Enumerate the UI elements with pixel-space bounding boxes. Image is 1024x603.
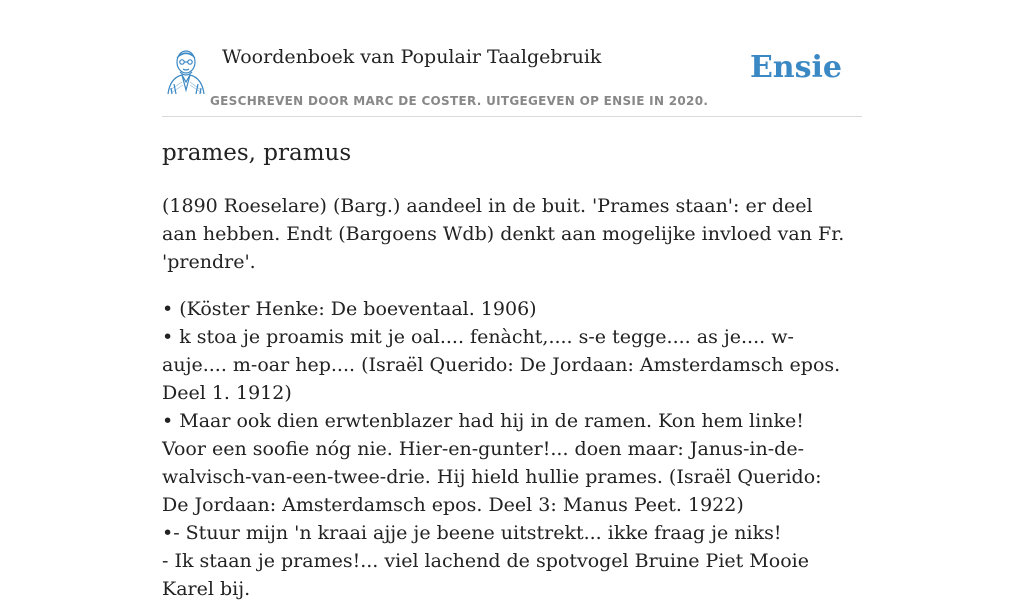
ensie-logo-link[interactable]: Ensie — [749, 50, 842, 85]
quote-item: • (Köster Henke: De boeventaal. 1906) — [162, 298, 537, 320]
entry-title: prames, pramus — [162, 140, 352, 166]
entry-definition: (1890 Roeselare) (Barg.) aandeel in de buit. 'Prames staan': er deel aan hebben. Endt (Bargoens Wdb) denkt aan mogelijke invloed van Fr. 'prendre'. — [162, 195, 845, 273]
quote-item: • Maar ook dien erwtenblazer had hij in de ramen. Kon hem linke! Voor een soofie nóg nie. Hier-en-gunter!... doen maar: Janus-in-de-walvisch-van-een-twee-drie. Hij hield hullie prames. (Israël Querido: De Jordaan: Amsterdamsch epos. Deel 3: Manus Peet. 1922) — [162, 410, 822, 516]
site-header — [162, 40, 862, 117]
entry-content — [162, 192, 852, 603]
quote-item: • k stoa je proamis mit je oal.... fenàcht,.... s-e tegge.... as je.... w-auje.... m-oar hep.... (Israël Querido: De Jordaan: Amsterdamsch epos. Deel 1. 1912) — [162, 326, 841, 404]
book-title[interactable]: Woordenboek van Populair Taalgebruik — [222, 46, 602, 68]
author-portrait-icon[interactable] — [162, 46, 210, 96]
quote-item: - Ik staan je prames!... viel lachend de spotvogel Bruine Piet Mooie Karel bij. — [162, 550, 809, 600]
quote-list — [162, 295, 852, 603]
byline: GESCHREVEN DOOR MARC DE COSTER. UITGEGEVEN OP ENSIE IN 2020. — [210, 94, 709, 108]
quote-item: •- Stuur mijn 'n kraai ajje je beene uitstrekt... ikke fraag je niks! — [162, 522, 782, 544]
